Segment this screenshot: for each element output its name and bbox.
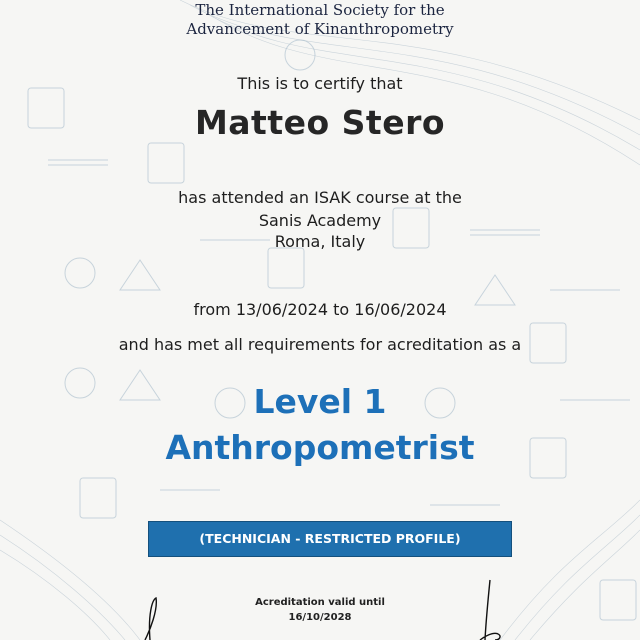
requirements-line: and has met all requirements for acreditation as a (118, 335, 522, 354)
course-location: Roma, Italy (274, 232, 366, 251)
attended-line: has attended an ISAK course at the (178, 188, 462, 207)
recipient-name: Matteo Stero (194, 103, 446, 142)
course-dates: from 13/06/2024 to 16/06/2024 (193, 300, 447, 319)
level-title: Level 1 (253, 382, 387, 421)
organization-name-line2: Advancement of Kinanthropometry (186, 20, 454, 38)
signatures (145, 580, 500, 640)
accreditation-title: Anthropometrist (165, 428, 475, 467)
validity-label: Acreditation valid until (255, 597, 385, 608)
organization-name-line1: The International Society for the (195, 1, 445, 19)
validity-date: 16/10/2028 (288, 612, 352, 623)
course-venue: Sanis Academy (258, 211, 382, 230)
profile-banner: (TECHNICIAN - RESTRICTED PROFILE) (148, 521, 512, 557)
certify-intro: This is to certify that (237, 74, 403, 93)
